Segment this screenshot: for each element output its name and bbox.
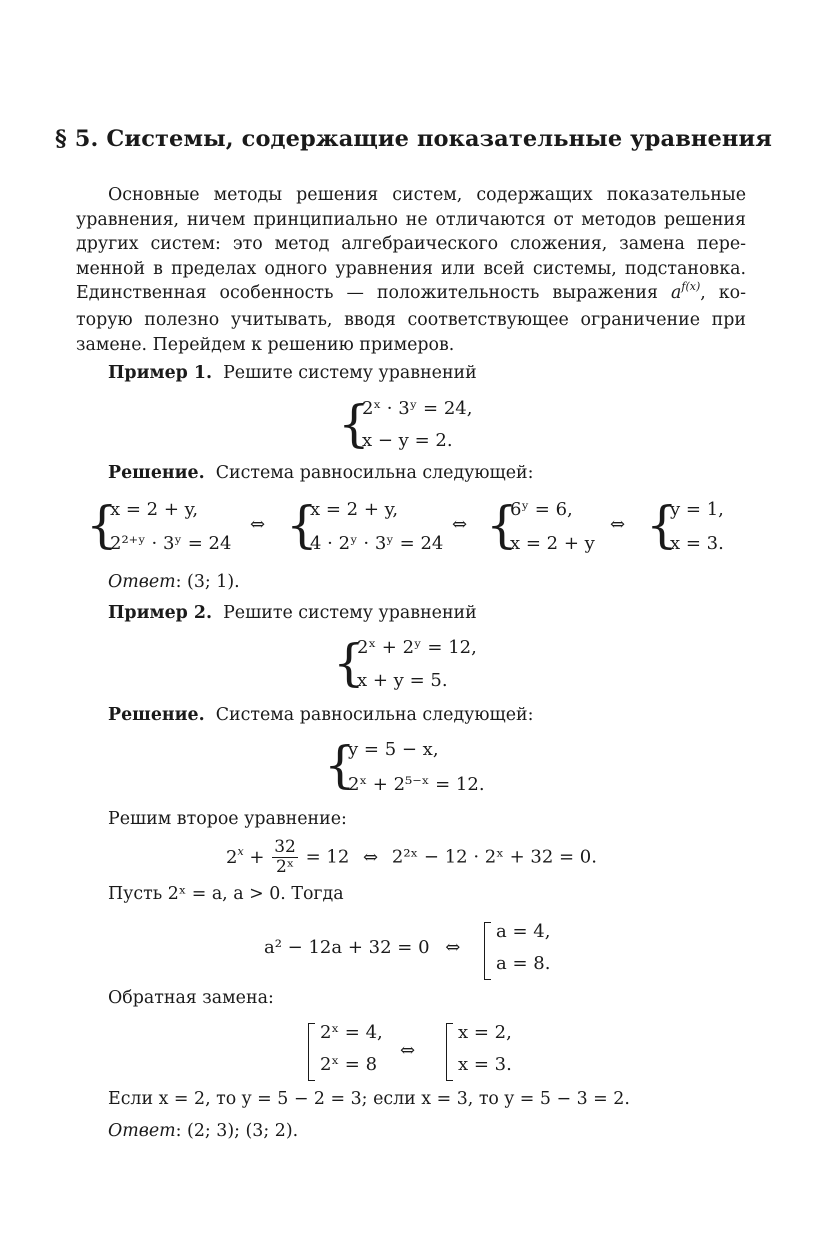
if-line: Если x = 2, то y = 5 − 2 = 3; если x = 3, то y = 5 − 3 = 2.: [108, 1089, 630, 1109]
fraction: $\frac{32}{\text{2ˣ}}$: [274, 837, 296, 877]
example1-system-eq1: 2ˣ · 3ʸ = 24,: [362, 398, 473, 419]
fraction-equation: $2^x$ + $\frac{32}{\text{2ˣ}}$ = 12 ⇔ 2²ˣ − 12 · 2ˣ + 32 = 0.: [226, 837, 597, 877]
chain-3-eq2: x = 2 + y: [510, 533, 595, 554]
intro-line: других систем: это метод алгебраического сложения, замена пере-: [76, 234, 746, 255]
chain-3-eq1: 6ʸ = 6,: [510, 499, 573, 520]
intro-line: менной в пределах одного уравнения или всей системы, подстановка.: [76, 258, 746, 279]
example2-system-eq2: x + y = 5.: [357, 670, 448, 691]
equiv-symbol: ⇔: [400, 1040, 416, 1061]
brace: {: [86, 496, 118, 554]
example2-answer: Ответ: (2; 3); (3; 2).: [108, 1121, 299, 1141]
intro-line: торую полезно учитывать, вводя соответствующее ограничение при: [76, 309, 746, 330]
example2-system2-eq1: y = 5 − x,: [348, 739, 439, 760]
example2-task: Решите систему уравнений: [223, 603, 477, 623]
brace: {: [324, 736, 356, 794]
chain-4-eq1: y = 1,: [670, 499, 724, 520]
example1-heading: [108, 363, 477, 383]
chain-1-eq2: 2²⁺ʸ · 3ʸ = 24: [110, 533, 232, 554]
example1-answer: Ответ: (3; 1).: [108, 572, 240, 592]
brace: {: [286, 496, 318, 554]
bracket: [484, 922, 491, 980]
intro-line: уравнения, ничем принципиально не отличаются от методов решения: [76, 209, 746, 230]
example1-label: Пример 1.: [108, 363, 213, 383]
intro-line: Единственная особенность — положительность выражения $a^{f(x)}$, ко-: [76, 280, 746, 304]
equiv-symbol: ⇔: [610, 514, 626, 535]
example2-system2-eq2: 2ˣ + 2⁵⁻ˣ = 12.: [348, 774, 485, 795]
intro-line: Основные методы решения систем, содержащих показательные: [108, 185, 746, 205]
solve-second-text: Решим второе уравнение:: [108, 809, 347, 829]
example1-solution: Решение. Система равносильна следующей:: [108, 463, 534, 483]
intro-line: замене. Перейдем к решению примеров.: [76, 334, 455, 355]
chain-2-eq2: 4 · 2ʸ · 3ʸ = 24: [310, 533, 444, 554]
section-heading: § 5. Системы, содержащие показательные уравнения: [55, 126, 772, 152]
chain-2-eq1: x = 2 + y,: [310, 499, 399, 520]
root-2: a = 8.: [496, 953, 551, 974]
chain-4-eq2: x = 3.: [670, 533, 724, 554]
example1-task: Решите систему уравнений: [223, 363, 477, 383]
intro-paragraph: [76, 183, 746, 357]
back-left-2: 2ˣ = 8: [320, 1054, 378, 1075]
back-right-2: x = 3.: [458, 1054, 512, 1075]
back-sub-text: Обратная замена:: [108, 988, 274, 1008]
back-right-1: x = 2,: [458, 1022, 512, 1043]
quadratic-equation: a² − 12a + 32 = 0 ⇔: [264, 937, 461, 958]
equiv-symbol: ⇔: [452, 514, 468, 535]
bracket: [446, 1023, 453, 1081]
root-1: a = 4,: [496, 921, 551, 942]
equiv-symbol: ⇔: [250, 514, 266, 535]
brace: {: [646, 496, 678, 554]
example2-solution: Решение. Система равносильна следующей:: [108, 705, 534, 725]
substitution-text: Пусть 2ˣ = a, a > 0. Тогда: [108, 884, 344, 904]
brace: {: [333, 634, 365, 692]
chain-1-eq1: x = 2 + y,: [110, 499, 199, 520]
example2-system-eq1: 2ˣ + 2ʸ = 12,: [357, 637, 477, 658]
example2-heading: [108, 603, 477, 623]
back-left-1: 2ˣ = 4,: [320, 1022, 383, 1043]
example1-system-eq2: x − y = 2.: [362, 430, 453, 451]
bracket: [308, 1023, 315, 1081]
example2-label: Пример 2.: [108, 603, 213, 623]
brace: {: [338, 395, 370, 453]
brace: {: [486, 496, 518, 554]
